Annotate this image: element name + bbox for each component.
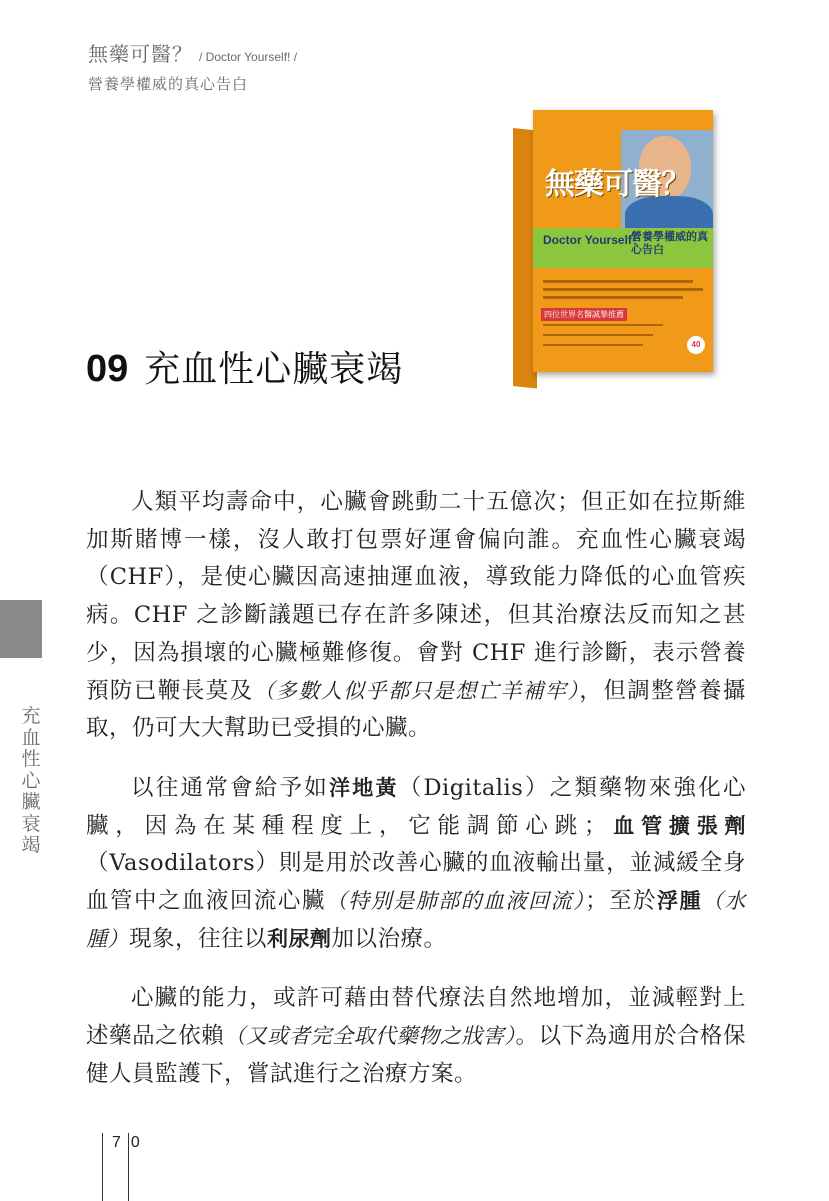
bold-term: 洋地黃	[329, 775, 399, 800]
header-title-en: / Doctor Yourself! /	[199, 50, 298, 64]
bold-term: 利尿劑	[267, 926, 332, 951]
paragraph	[86, 980, 746, 1093]
chapter-heading	[86, 350, 403, 388]
book-cover-subtitle: 營養學權威的真心告白	[631, 230, 708, 257]
text-run: 。以下為適用於合格保健人員監護下，嘗試進行之治療方案。	[86, 1023, 746, 1087]
text-run: ，但調整營養攝取，仍可大大幫助已受損的心臟。	[86, 677, 746, 742]
side-chapter-label: 充血性心臟衰竭	[21, 705, 41, 856]
text-run: 加以治療。	[331, 925, 447, 952]
running-header	[88, 38, 297, 94]
book-cover-text-line	[543, 296, 683, 299]
aside-text: （特別是肺部的血液回流）	[325, 889, 586, 914]
chapter-number: 09	[86, 348, 129, 390]
paragraph	[86, 484, 746, 748]
footer-rule-left	[102, 1133, 103, 1201]
book-cover-badge: 40	[687, 336, 705, 354]
text-run: （Digitalis）之類藥物來強化心臟，因為在某種程度上，它能調節心跳；	[86, 774, 746, 839]
bold-term: 浮腫	[657, 889, 703, 914]
chapter-title: 充血性心臟衰竭	[144, 349, 404, 390]
bold-term: 血管擴張劑	[607, 813, 746, 838]
text-run: 心臟的能力，或許可藉由替代療法自然地增加，並減輕對上述藥品之依賴	[86, 985, 746, 1050]
book-cover-title-en: Doctor Yourself！	[543, 233, 644, 247]
header-title: 無藥可醫？	[88, 42, 193, 66]
text-run: 人類平均壽命中，心臟會跳動二十五億次；但正如在拉斯維加斯賭博一樣，沒人敢打包票好運會偏向誰。充血性心臟衰竭（CHF），是使心臟因高速抽運血液，導致能力降低的心血管疾病。CHF 之診斷議題已存在許多陳述，但其治療法反而知之甚少，因為損壞的心臟極難修復。會對 CHF 進行診斷，表示營養預防已鞭長莫及	[86, 489, 746, 704]
book-cover-title: 無藥可醫？	[545, 167, 690, 202]
header-title-line	[88, 38, 297, 67]
aside-text: （水腫）	[86, 889, 746, 951]
book-cover-text-line	[543, 344, 643, 346]
book-cover-endorsement-band: 四位世界名醫誠摯推薦	[541, 308, 627, 321]
text-run: （Vasodilators）則是用於改善心臟的血液輸出量，並減緩全身血管中之血液回流心臟	[86, 850, 746, 915]
text-run: ；至於	[585, 888, 658, 915]
body-text	[86, 484, 746, 1116]
aside-text: （又或者完全取代藥物之戕害）	[224, 1024, 516, 1049]
text-run: 以往通常會給予如	[131, 774, 330, 801]
book-cover-image	[513, 110, 713, 380]
book-front	[533, 110, 713, 372]
header-subtitle: 營養學權威的真心告白	[88, 75, 249, 93]
book-cover-text-line	[543, 334, 653, 336]
paragraph	[86, 770, 746, 959]
aside-text: （多數人似乎都只是想亡羊補牢）	[253, 678, 580, 703]
book-cover-text-line	[543, 324, 663, 326]
book-cover-text-line	[543, 280, 693, 283]
side-tab-marker	[0, 600, 42, 658]
book-cover-text-line	[543, 288, 703, 291]
text-run: 現象，往往以	[129, 925, 268, 952]
page-number: 70	[112, 1134, 150, 1151]
